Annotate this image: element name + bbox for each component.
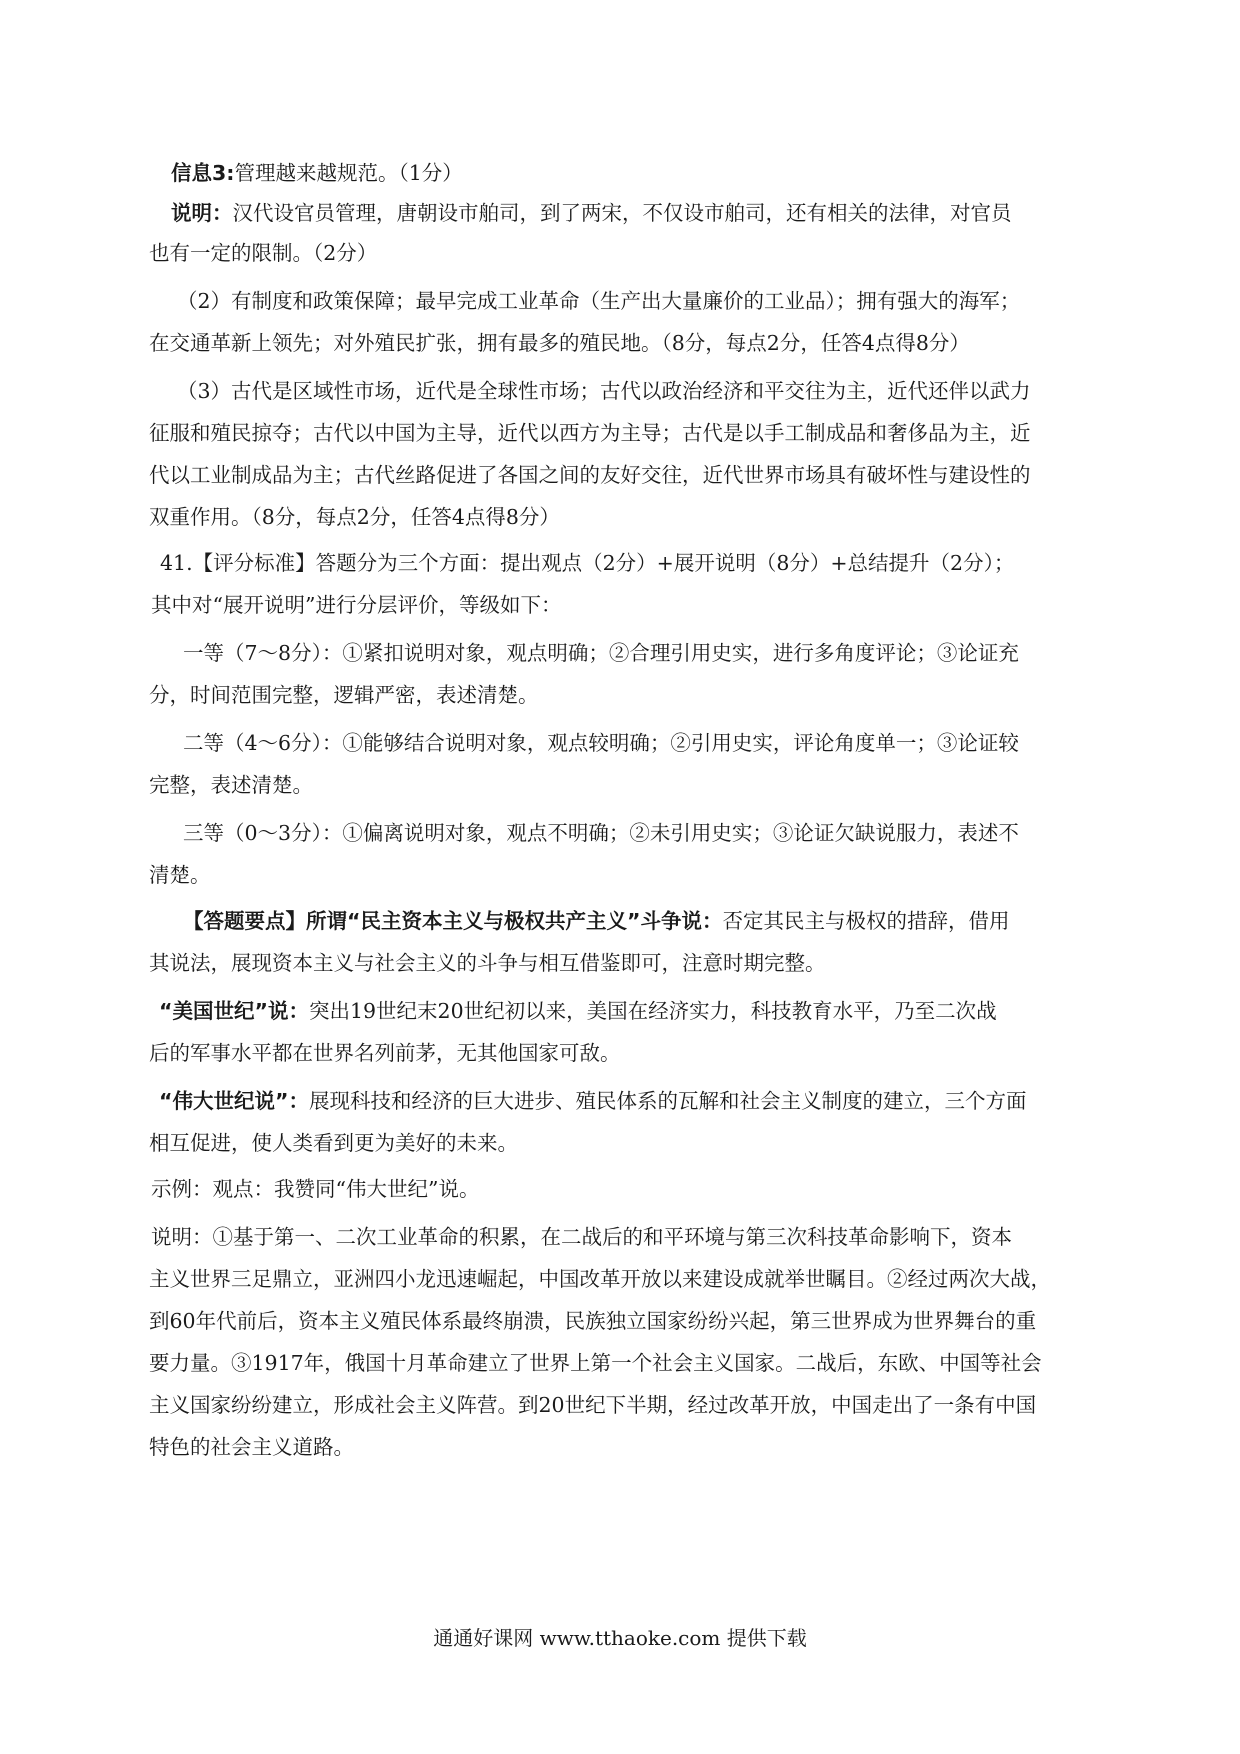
text-line: 主义世界三足鼎立，亚洲四小龙迅速崛起，中国改革开放以来建设成就举世瞩目。②经过两次大战， [149,1267,1051,1291]
text-line: 二等（4～6分）：①能够结合说明对象，观点较明确；②引用史实，评论角度单一；③论证较 [183,731,1019,755]
page-footer: 通通好课网 www.tthaoke.com 提供下载 [433,1626,807,1650]
text-line: “美国世纪”说：突出19世纪末20世纪初以来，美国在经济实力，科技教育水平，乃至二次战 [159,999,997,1023]
text-line: 代以工业制成品为主；古代丝路促进了各国之间的友好交往，近代世界市场具有破坏性与建设性的 [149,463,1031,487]
text-line: 主义国家纷纷建立，形成社会主义阵营。到20世纪下半期，经过改革开放，中国走出了一条有中国 [149,1393,1037,1417]
text-line: 示例：观点：我赞同“伟大世纪”说。 [151,1177,480,1201]
text-line: 说明：汉代设官员管理，唐朝设市舶司，到了两宋，不仅设市舶司，还有相关的法律，对官员 [171,201,1012,225]
text-line: 完整，表述清楚。 [149,773,313,797]
text-line: 41.【评分标准】答题分为三个方面：提出观点（2分）+展开说明（8分）+总结提升（2分）； [160,551,1015,575]
text-line: 后的军事水平都在世界名列前茅，无其他国家可敌。 [149,1041,621,1065]
text-line: 一等（7～8分）：①紧扣说明对象，观点明确；②合理引用史实，进行多角度评论；③论证充 [183,641,1019,665]
text-line: 分，时间范围完整，逻辑严密，表述清楚。 [149,683,539,707]
text-line: （3）古代是区域性市场，近代是全球性市场；古代以政治经济和平交往为主，近代还伴以武力 [177,379,1031,403]
text-line: 特色的社会主义道路。 [149,1435,354,1459]
text-line: 到60年代前后，资本主义殖民体系最终崩溃，民族独立国家纷纷兴起，第三世界成为世界舞台的重 [149,1309,1037,1333]
text-line: 也有一定的限制。（2分） [149,241,378,265]
text-line: 信息3:管理越来越规范。（1分） [171,161,463,185]
text-line: 三等（0～3分）：①偏离说明对象，观点不明确；②未引用史实；③论证欠缺说服力，表述不 [183,821,1019,845]
text-line: 双重作用。（8分，每点2分，任答4点得8分） [149,505,560,529]
text-line: 相互促进，使人类看到更为美好的未来。 [149,1131,518,1155]
text-line: 在交通革新上领先；对外殖民扩张，拥有最多的殖民地。（8分，每点2分，任答4点得8分） [149,331,970,355]
text-line: 其说法，展现资本主义与社会主义的斗争与相互借鉴即可，注意时期完整。 [149,951,826,975]
text-line: 征服和殖民掠夺；古代以中国为主导，近代以西方为主导；古代是以手工制成品和奢侈品为主，近 [149,421,1031,445]
text-line: “伟大世纪说”：展现科技和经济的巨大进步、殖民体系的瓦解和社会主义制度的建立，三个方面 [159,1089,1027,1113]
text-line: 说明：①基于第一、二次工业革命的积累，在二战后的和平环境与第三次科技革命影响下，资本 [151,1225,1012,1249]
text-line: 其中对“展开说明”进行分层评价，等级如下： [151,593,562,617]
text-line: 【答题要点】所谓“民主资本主义与极权共产主义”斗争说：否定其民主与极权的措辞，借用 [183,909,1010,933]
text-line: 要力量。③1917年，俄国十月革命建立了世界上第一个社会主义国家。二战后，东欧、中国等社会 [149,1351,1042,1375]
text-line: 清楚。 [149,863,211,887]
text-line: （2）有制度和政策保障；最早完成工业革命（生产出大量廉价的工业品）；拥有强大的海军； [177,289,1021,313]
